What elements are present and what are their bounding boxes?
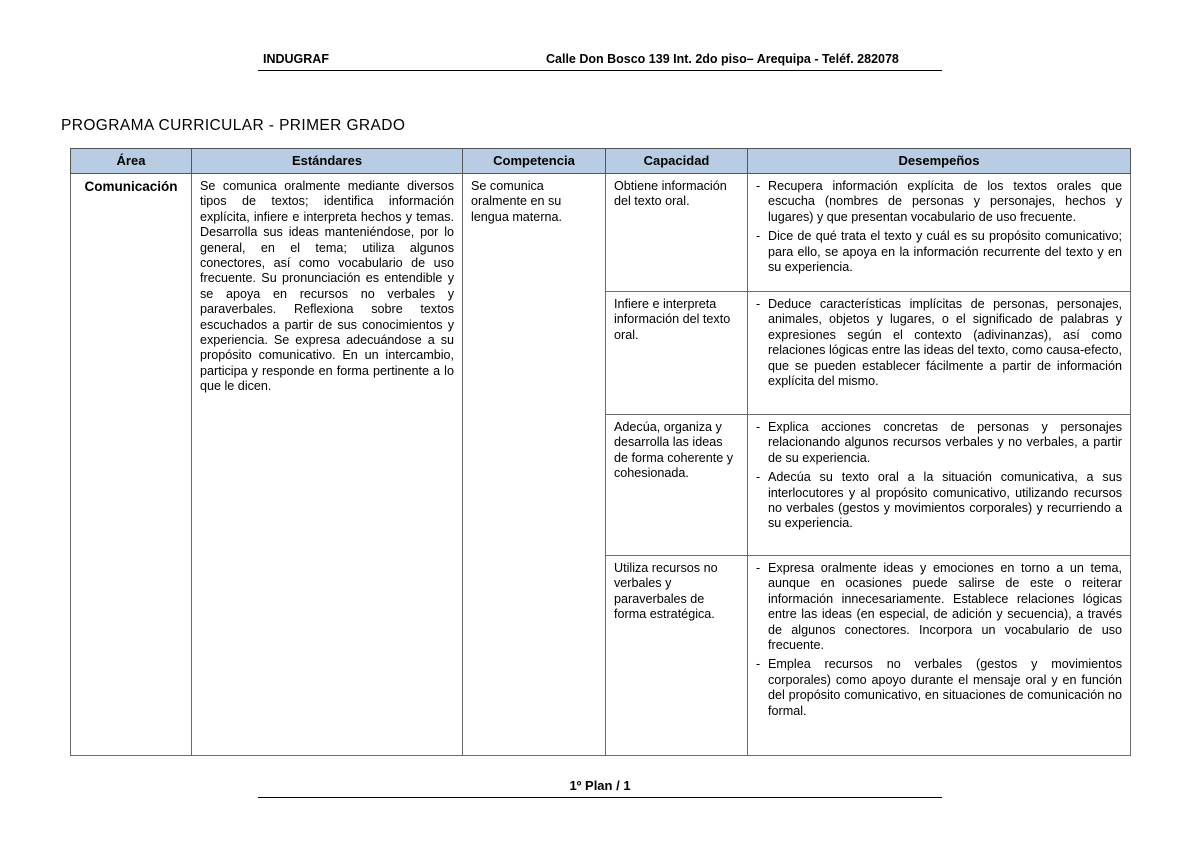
header-area: Área <box>71 149 192 174</box>
table-header-row <box>71 149 1131 174</box>
capacidad-cell: Infiere e interpreta información del texto oral. <box>606 292 748 415</box>
desempeno-item: - Adecúa su texto oral a la situación comunicativa, a sus interlocutores y al propósito comunicativo, utilizando recursos no verbales (gestos y movimientos corporales) y recurriendo a su experiencia. <box>756 470 1122 531</box>
competencia-cell: Se comunica oralmente en su lengua materna. <box>463 174 606 756</box>
page-footer: 1º Plan / 1 <box>258 778 942 798</box>
page-header <box>258 52 942 71</box>
capacidad-cell: Obtiene información del texto oral. <box>606 174 748 292</box>
company-name: INDUGRAF <box>263 52 329 66</box>
desempeno-item: - Explica acciones concretas de personas y personajes relacionando algunos recursos verbales y no verbales, a partir de su experiencia. <box>756 420 1122 465</box>
desempenos-cell <box>748 292 1131 415</box>
header-capacidad: Capacidad <box>606 149 748 174</box>
desempeno-item: - Expresa oralmente ideas y emociones en torno a un tema, aunque en ocasiones puede salirse de este o reiterar información innecesariamente. Establece relaciones lógicas entre las ideas (en especial, de adición y secuencia), a través de algunos conectores. Incorpora un vocabulario de uso frecuente. <box>756 561 1122 653</box>
desempeno-item: - Dice de qué trata el texto y cuál es su propósito comunicativo; para ello, se apoya en la información recurrente del texto y en su experiencia. <box>756 229 1122 275</box>
desempeno-item: - Recupera información explícita de los textos orales que escucha (nombres de personas y personajes, hechos y lugares) y que presentan vocabulario de uso frecuente. <box>756 179 1122 224</box>
page-title: PROGRAMA CURRICULAR - PRIMER GRADO <box>61 117 406 134</box>
header-estandares: Estándares <box>192 149 463 174</box>
table-row <box>71 174 1131 292</box>
desempenos-cell <box>748 415 1131 556</box>
capacidad-cell: Utiliza recursos no verbales y paraverbales de forma estratégica. <box>606 556 748 756</box>
header-desempenos: Desempeños <box>748 149 1131 174</box>
desempenos-cell <box>748 174 1131 292</box>
estandares-cell: Se comunica oralmente mediante diversos tipos de textos; identifica información explícita, infiere e interpreta hechos y temas. Desarrolla sus ideas manteniéndose, por lo general, en el tema; utiliza algunos conectores, así como vocabulario de uso frecuente. Su pronunciación es entendible y se apoya en recursos no verbales y paraverbales. Reflexiona sobre textos escuchados a partir de sus conocimientos y experiencia. Se expresa adecuándose a su propósito comunicativo. En un intercambio, participa y responde en forma pertinente a lo que le dicen. <box>192 174 463 756</box>
company-address: Calle Don Bosco 139 Int. 2do piso– Arequipa - Teléf. 282078 <box>546 52 899 66</box>
header-competencia: Competencia <box>463 149 606 174</box>
desempenos-cell <box>748 556 1131 756</box>
curriculum-table <box>70 148 1131 756</box>
capacidad-cell: Adecúa, organiza y desarrolla las ideas de forma coherente y cohesionada. <box>606 415 748 556</box>
desempeno-item: - Deduce características implícitas de personas, personajes, animales, objetos y lugares, o el significado de palabras y expresiones según el contexto (adivinanzas), así como relaciones lógicas entre las ideas del texto, como causa-efecto, que se pueden establecer fácilmente a partir de información explícita del mismo. <box>756 297 1122 389</box>
desempeno-item: - Emplea recursos no verbales (gestos y movimientos corporales) como apoyo durante el mensaje oral y en función del propósito comunicativo, en situaciones de comunicación no formal. <box>756 657 1122 718</box>
area-cell: Comunicación <box>71 174 192 756</box>
